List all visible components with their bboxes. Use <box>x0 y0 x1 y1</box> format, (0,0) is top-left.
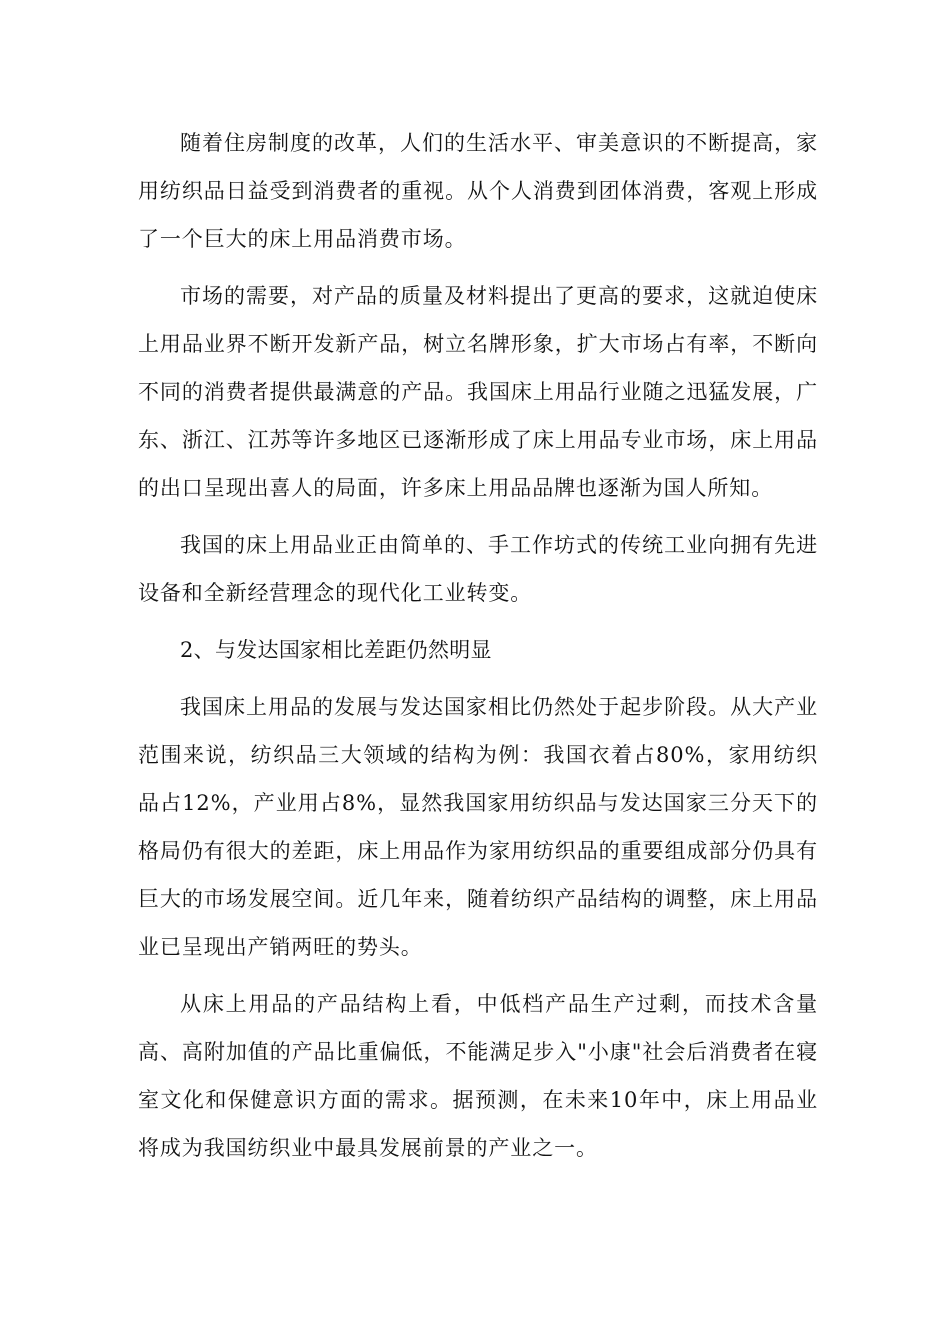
document-body <box>138 119 818 1181</box>
section-heading-gap: 2、与发达国家相比差距仍然明显 <box>180 638 492 662</box>
paragraph-industry-transition: 我国的床上用品业正由简单的、手工作坊式的传统工业向拥有先进设备和全新经营理念的现代化工业转变。 <box>138 533 818 605</box>
paragraph-market-demand: 市场的需要，对产品的质量及材料提出了更高的要求，这就迫使床上用品业界不断开发新产品，树立名牌形象，扩大市场占有率，不断向不同的消费者提供最满意的产品。我国床上用品行业随之迅猛发展，广东、浙江、江苏等许多地区已逐渐形成了床上用品专业市场，床上用品的出口呈现出喜人的局面，许多床上用品品牌也逐渐为国人所知。 <box>138 284 818 500</box>
paragraph-product-structure: 从床上用品的产品结构上看，中低档产品生产过剩，而技术含量高、高附加值的产品比重偏低，不能满足步入"小康"社会后消费者在寝室文化和保健意识方面的需求。据预测，在未来10年中，床上用品业将成为我国纺织业中最具发展前景的产业之一。 <box>138 992 818 1160</box>
paragraph-development-stage: 我国床上用品的发展与发达国家相比仍然处于起步阶段。从大产业范围来说，纺织品三大领域的结构为例：我国衣着占80%，家用纺织品占12%，产业用占8%，显然我国家用纺织品与发达国家三分天下的格局仍有很大的差距，床上用品作为家用纺织品的重要组成部分仍具有巨大的市场发展空间。近几年来，随着纺织产品结构的调整，床上用品业已呈现出产销两旺的势头。 <box>138 695 818 959</box>
paragraph-housing-reform: 随着住房制度的改革，人们的生活水平、审美意识的不断提高，家用纺织品日益受到消费者的重视。从个人消费到团体消费，客观上形成了一个巨大的床上用品消费市场。 <box>138 131 818 251</box>
